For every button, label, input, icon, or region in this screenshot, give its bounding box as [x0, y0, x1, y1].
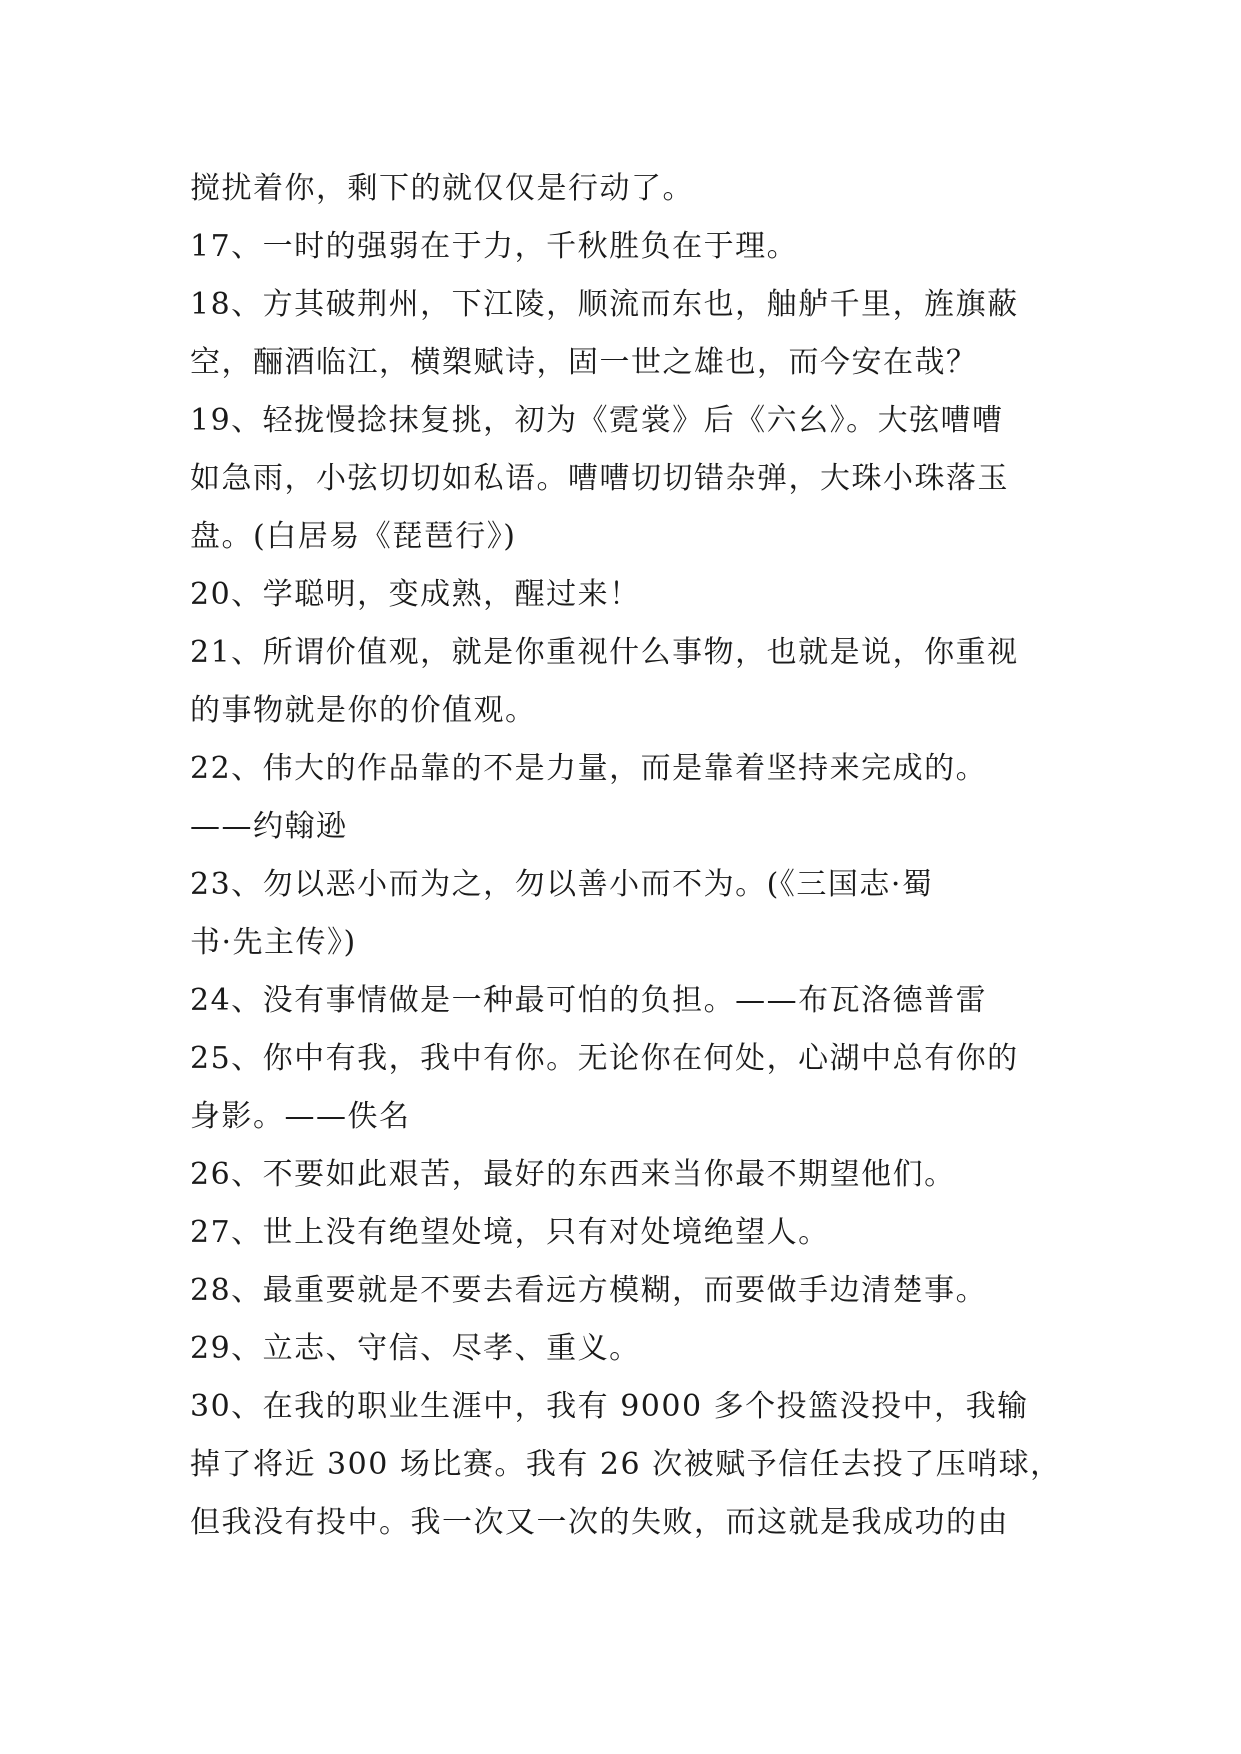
text-line: 22、伟大的作品靠的不是力量，而是靠着坚持来完成的。	[190, 751, 988, 786]
quote-text-block	[190, 160, 1060, 1552]
text-line: ——约翰逊	[190, 809, 348, 844]
text-line: 26、不要如此艰苦，最好的东西来当你最不期望他们。	[190, 1157, 956, 1192]
text-line: 28、最重要就是不要去看远方模糊，而要做手边清楚事。	[190, 1273, 988, 1308]
text-line: 搅扰着你，剩下的就仅仅是行动了。	[190, 171, 694, 206]
text-line: 盘。(白居易《琵琶行》)	[190, 519, 517, 554]
text-line: 24、没有事情做是一种最可怕的负担。——布瓦洛德普雷	[190, 983, 988, 1018]
text-line: 21、所谓价值观，就是你重视什么事物，也就是说，你重视	[190, 635, 1019, 670]
text-line: 如急雨，小弦切切如私语。嘈嘈切切错杂弹，大珠小珠落玉	[190, 461, 1009, 496]
text-line: 20、学聪明，变成熟，醒过来！	[190, 577, 641, 612]
text-line: 25、你中有我，我中有你。无论你在何处，心湖中总有你的	[190, 1041, 1019, 1076]
text-line: 但我没有投中。我一次又一次的失败，而这就是我成功的由	[190, 1505, 1009, 1540]
text-line: 23、勿以恶小而为之，勿以善小而不为。(《三国志·蜀	[190, 867, 934, 902]
text-line: 的事物就是你的价值观。	[190, 693, 537, 728]
text-line: 27、世上没有绝望处境，只有对处境绝望人。	[190, 1215, 830, 1250]
text-line: 书·先主传》)	[190, 925, 357, 960]
text-line: 30、在我的职业生涯中，我有 9000 多个投篮没投中，我输	[190, 1389, 1029, 1424]
text-line: 掉了将近 300 场比赛。我有 26 次被赋予信任去投了压哨球，	[190, 1447, 1062, 1482]
text-line: 空，酾酒临江，横槊赋诗，固一世之雄也，而今安在哉？	[190, 345, 978, 380]
text-line: 身影。——佚名	[190, 1099, 411, 1134]
text-line: 29、立志、守信、尽孝、重义。	[190, 1331, 641, 1366]
text-line: 17、一时的强弱在于力，千秋胜负在于理。	[190, 229, 799, 264]
text-line: 18、方其破荆州，下江陵，顺流而东也，舳舻千里，旌旗蔽	[190, 287, 1019, 322]
text-line: 19、轻拢慢捻抹复挑，初为《霓裳》后《六幺》。大弦嘈嘈	[190, 403, 1004, 438]
